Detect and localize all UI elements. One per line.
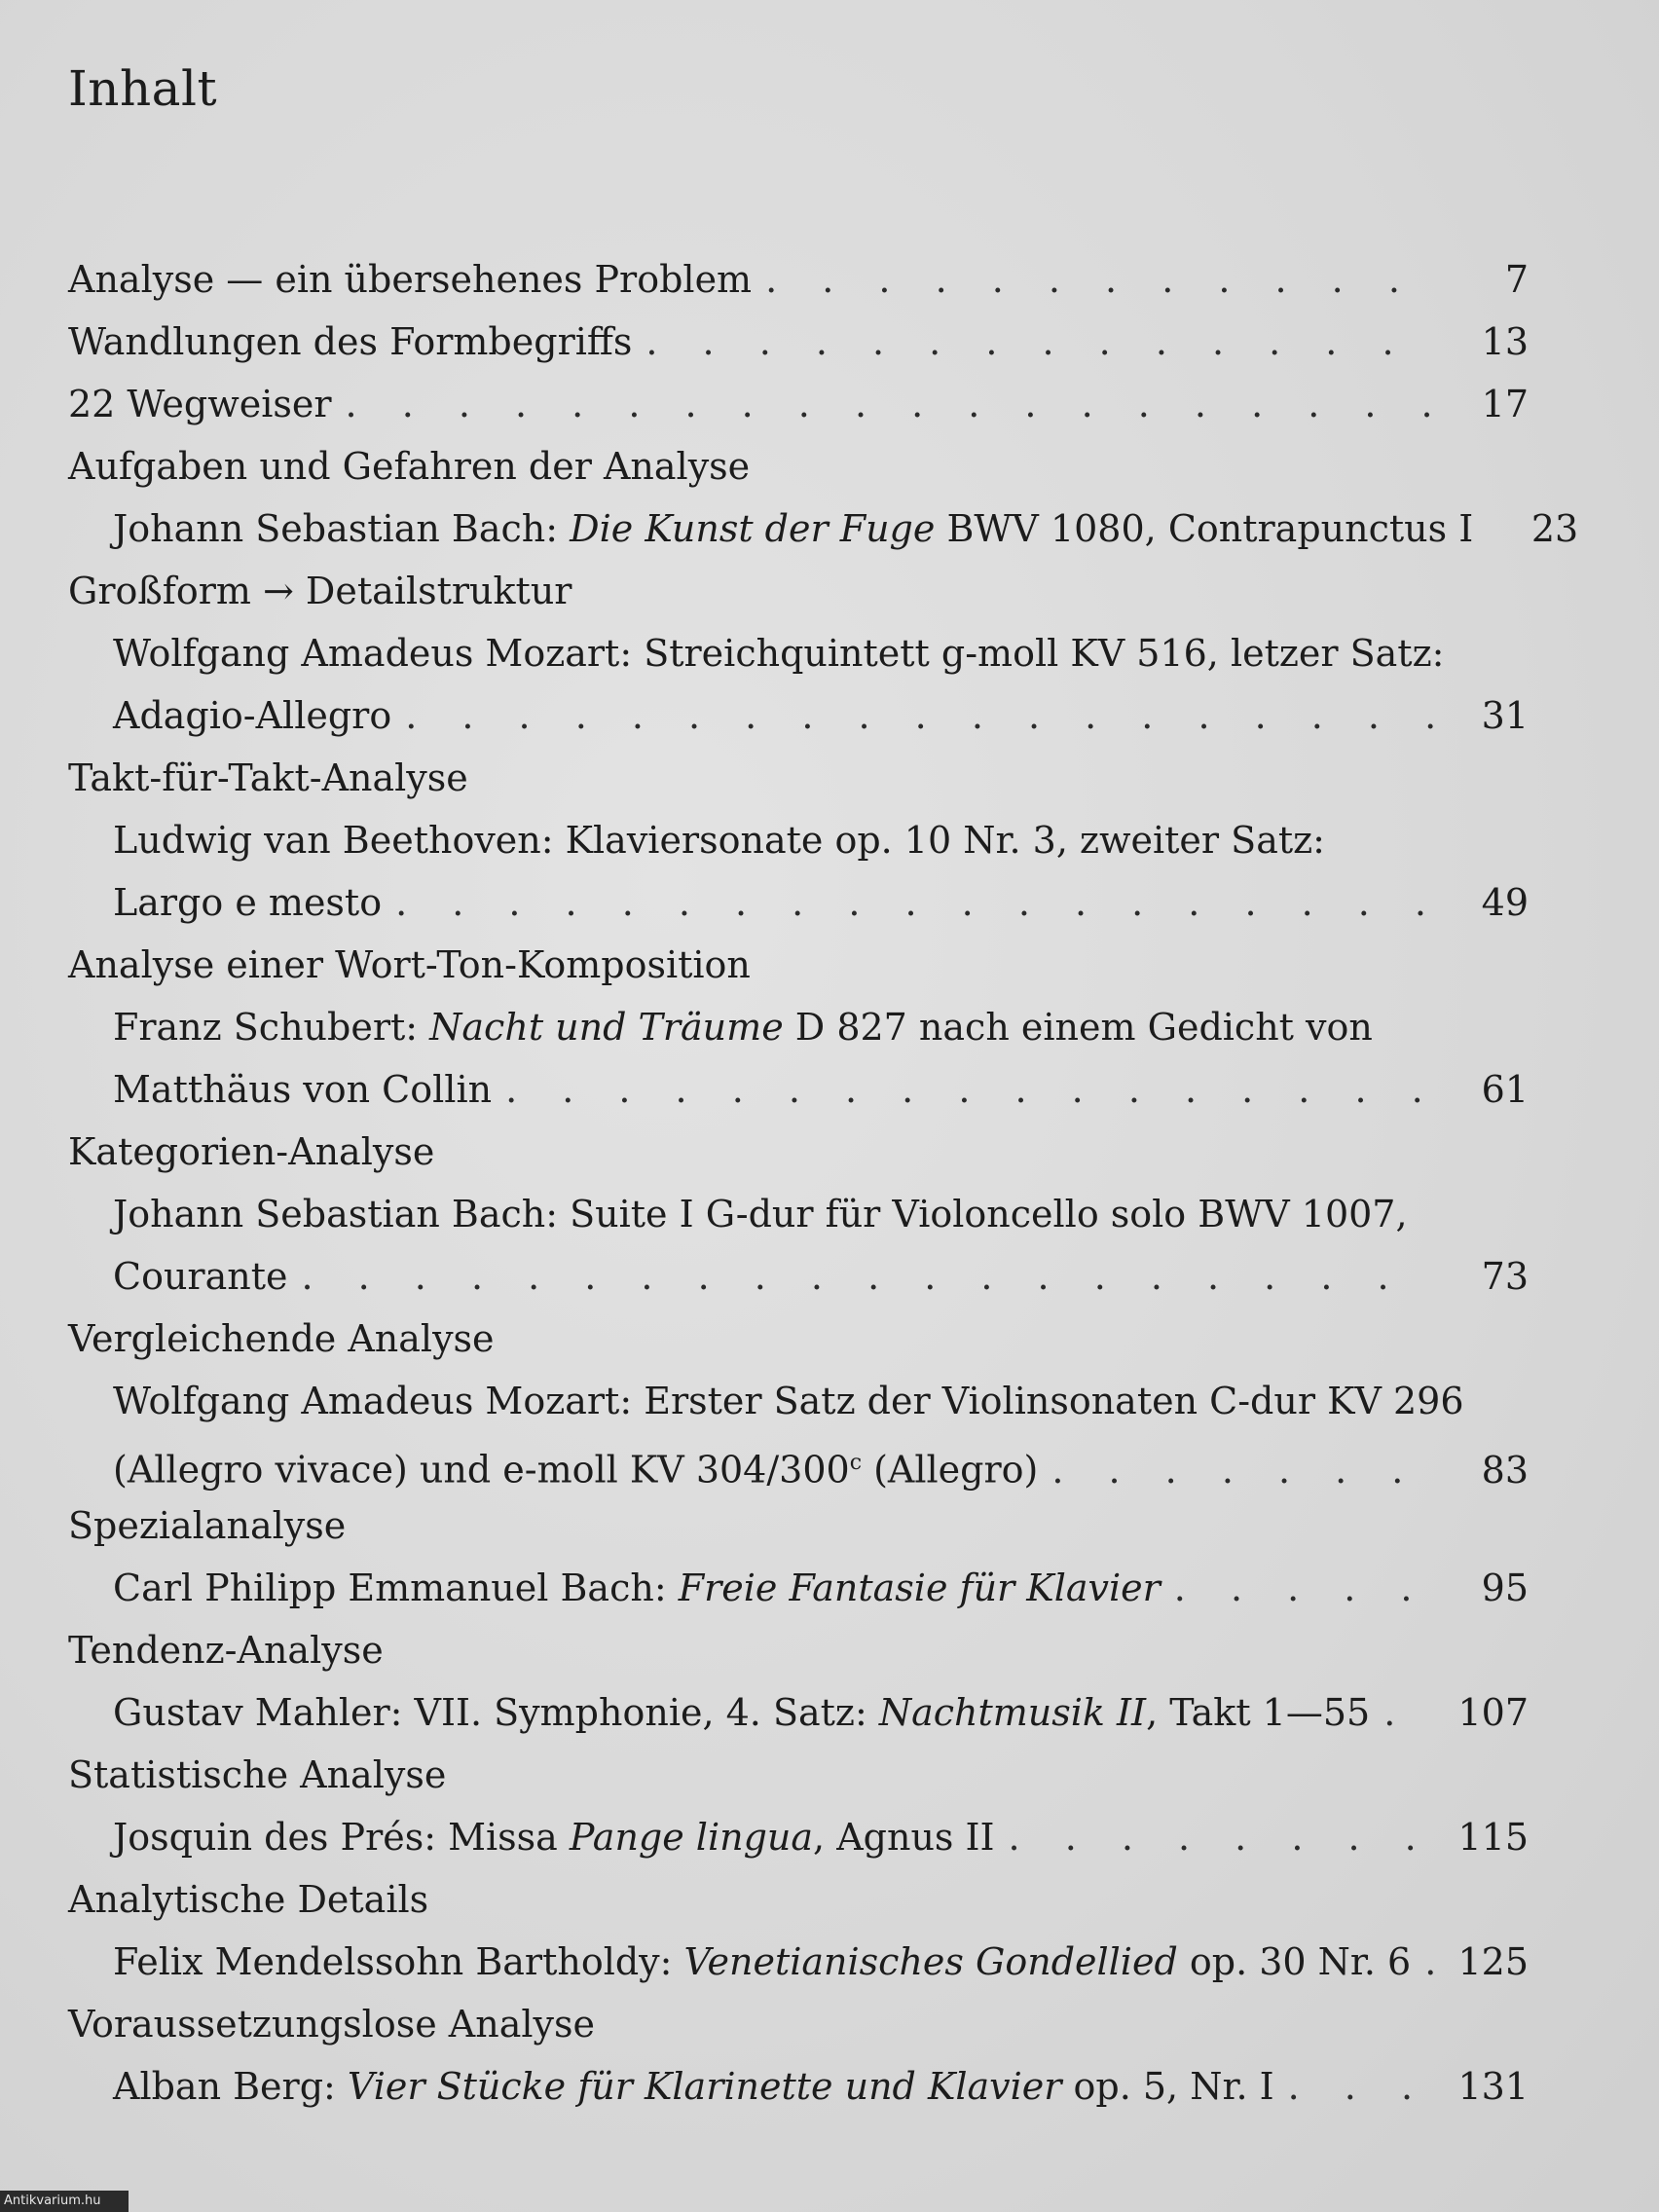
toc-page-number: 13 <box>1481 320 1529 363</box>
toc-subentry <box>68 498 1579 560</box>
dot-leader <box>1009 1806 1437 1868</box>
toc-section-heading <box>68 1868 1529 1931</box>
toc-entry-title: Vergleichende Analyse <box>68 1317 495 1360</box>
toc-entry-title: Tendenz-Analyse <box>68 1629 384 1672</box>
toc-page-number: 95 <box>1481 1567 1529 1609</box>
dot-leader <box>765 248 1437 311</box>
toc-page-number: 31 <box>1481 694 1529 737</box>
toc-page-number: 7 <box>1504 258 1529 301</box>
dot-leader <box>405 684 1437 747</box>
toc-entry-title: Analyse — ein übersehenes Problem <box>68 258 753 301</box>
toc-section-heading <box>68 934 1529 996</box>
toc-section-heading <box>68 560 1529 622</box>
toc-entry-title: Josquin des Prés: Missa Pange lingua, Agnus II <box>113 1816 995 1859</box>
dot-leader <box>346 373 1437 435</box>
toc-subentry <box>68 2055 1529 2118</box>
toc-subentry <box>68 1370 1529 1432</box>
toc-page-number: 125 <box>1457 1940 1529 1983</box>
toc-section-heading <box>68 1993 1529 2055</box>
toc-entry-title: Carl Philipp Emmanuel Bach: Freie Fantasie für Klavier <box>113 1567 1161 1609</box>
toc-entry <box>68 373 1529 435</box>
toc-entry-title: Franz Schubert: Nacht und Träume D 827 nach einem Gedicht von <box>113 1006 1373 1049</box>
dot-leader <box>1051 1439 1437 1501</box>
toc-section-heading <box>68 1619 1529 1681</box>
toc-page-number: 73 <box>1481 1255 1529 1298</box>
toc-section-heading <box>68 1744 1529 1806</box>
toc-entry-title: Matthäus von Collin <box>113 1068 493 1111</box>
toc-section-heading <box>68 1494 1529 1557</box>
toc-subentry <box>68 1806 1529 1868</box>
toc-entry-title: Ludwig van Beethoven: Klaviersonate op. 10 Nr. 3, zweiter Satz: <box>113 819 1325 862</box>
toc-section-heading <box>68 747 1529 809</box>
toc-entry-title: Takt-für-Takt-Analyse <box>68 756 468 799</box>
toc-page-number: 17 <box>1481 383 1529 425</box>
toc-entry-title: Wolfgang Amadeus Mozart: Streichquintett g-moll KV 516, letzer Satz: <box>113 632 1445 675</box>
toc-entry-title: Wolfgang Amadeus Mozart: Erster Satz der Violinsonaten C-dur KV 296 <box>113 1380 1464 1422</box>
toc-entry-title: Wandlungen des Formbegriffs <box>68 320 633 363</box>
dot-leader <box>1383 1681 1437 1744</box>
toc-section-heading <box>68 1121 1529 1183</box>
toc-entry-title: Largo e mesto <box>113 881 383 924</box>
toc-subentry <box>68 996 1529 1058</box>
toc-subentry <box>68 1931 1529 1993</box>
toc-section-heading <box>68 1308 1529 1370</box>
toc-entry-title: Gustav Mahler: VII. Symphonie, 4. Satz: Nachtmusik II, Takt 1—55 <box>113 1691 1371 1734</box>
toc-page-number: 23 <box>1530 507 1579 550</box>
toc-subentry <box>68 1058 1529 1121</box>
toc-subentry <box>68 871 1529 934</box>
toc-page-number: 49 <box>1481 881 1529 924</box>
toc-entry <box>68 311 1529 373</box>
toc-subentry <box>68 1681 1529 1744</box>
dot-leader <box>1174 1557 1437 1619</box>
toc-subentry <box>68 684 1529 747</box>
toc-entry-title: Alban Berg: Vier Stücke für Klarinette und Klavier op. 5, Nr. I <box>113 2065 1274 2108</box>
table-of-contents <box>68 248 1579 2118</box>
toc-entry-title: Johann Sebastian Bach: Die Kunst der Fuge BWV 1080, Contrapunctus I <box>113 507 1474 550</box>
toc-entry-title: Kategorien-Analyse <box>68 1130 435 1173</box>
toc-page-number: 131 <box>1457 2065 1529 2108</box>
toc-entry-title: Statistische Analyse <box>68 1753 447 1796</box>
toc-entry-title: Analytische Details <box>68 1878 429 1921</box>
toc-entry <box>68 248 1529 311</box>
toc-entry-title: Aufgaben und Gefahren der Analyse <box>68 445 751 488</box>
toc-page-number: 107 <box>1457 1691 1529 1734</box>
toc-entry-title: Adagio-Allegro <box>113 694 392 737</box>
toc-entry-title: Analyse einer Wort-Ton-Komposition <box>68 943 751 986</box>
toc-entry-title: 22 Wegweiser <box>68 383 332 425</box>
toc-page-number: 83 <box>1481 1448 1529 1492</box>
toc-entry-title: Voraussetzungslose Analyse <box>68 2003 595 2046</box>
toc-subentry <box>68 1432 1529 1494</box>
toc-entry-title: Spezialanalyse <box>68 1504 347 1547</box>
toc-subentry <box>68 1183 1529 1245</box>
dot-leader <box>505 1058 1437 1121</box>
toc-subentry <box>68 809 1529 871</box>
dot-leader <box>301 1245 1437 1308</box>
toc-entry-title: Großform → Detailstruktur <box>68 570 572 612</box>
toc-page-number: 61 <box>1481 1068 1529 1111</box>
watermark: Antikvarium.hu <box>0 2191 129 2212</box>
dot-leader <box>1424 1931 1437 1993</box>
dot-leader <box>395 871 1437 934</box>
toc-subentry <box>68 1557 1529 1619</box>
toc-entry-title: (Allegro vivace) und e-moll KV 304/300$^c$ (Allegro) <box>113 1448 1039 1492</box>
toc-subentry <box>68 1245 1529 1308</box>
toc-page-number: 115 <box>1457 1816 1529 1859</box>
dot-leader <box>645 311 1437 373</box>
toc-subentry <box>68 622 1529 684</box>
dot-leader <box>1288 2055 1437 2118</box>
toc-entry-title: Johann Sebastian Bach: Suite I G-dur für Violoncello solo BWV 1007, <box>113 1193 1408 1235</box>
toc-entry-title: Courante <box>113 1255 288 1298</box>
toc-section-heading <box>68 435 1529 498</box>
page-title: Inhalt <box>68 60 218 117</box>
toc-entry-title: Felix Mendelssohn Bartholdy: Venetianisches Gondellied op. 30 Nr. 6 <box>113 1940 1412 1983</box>
